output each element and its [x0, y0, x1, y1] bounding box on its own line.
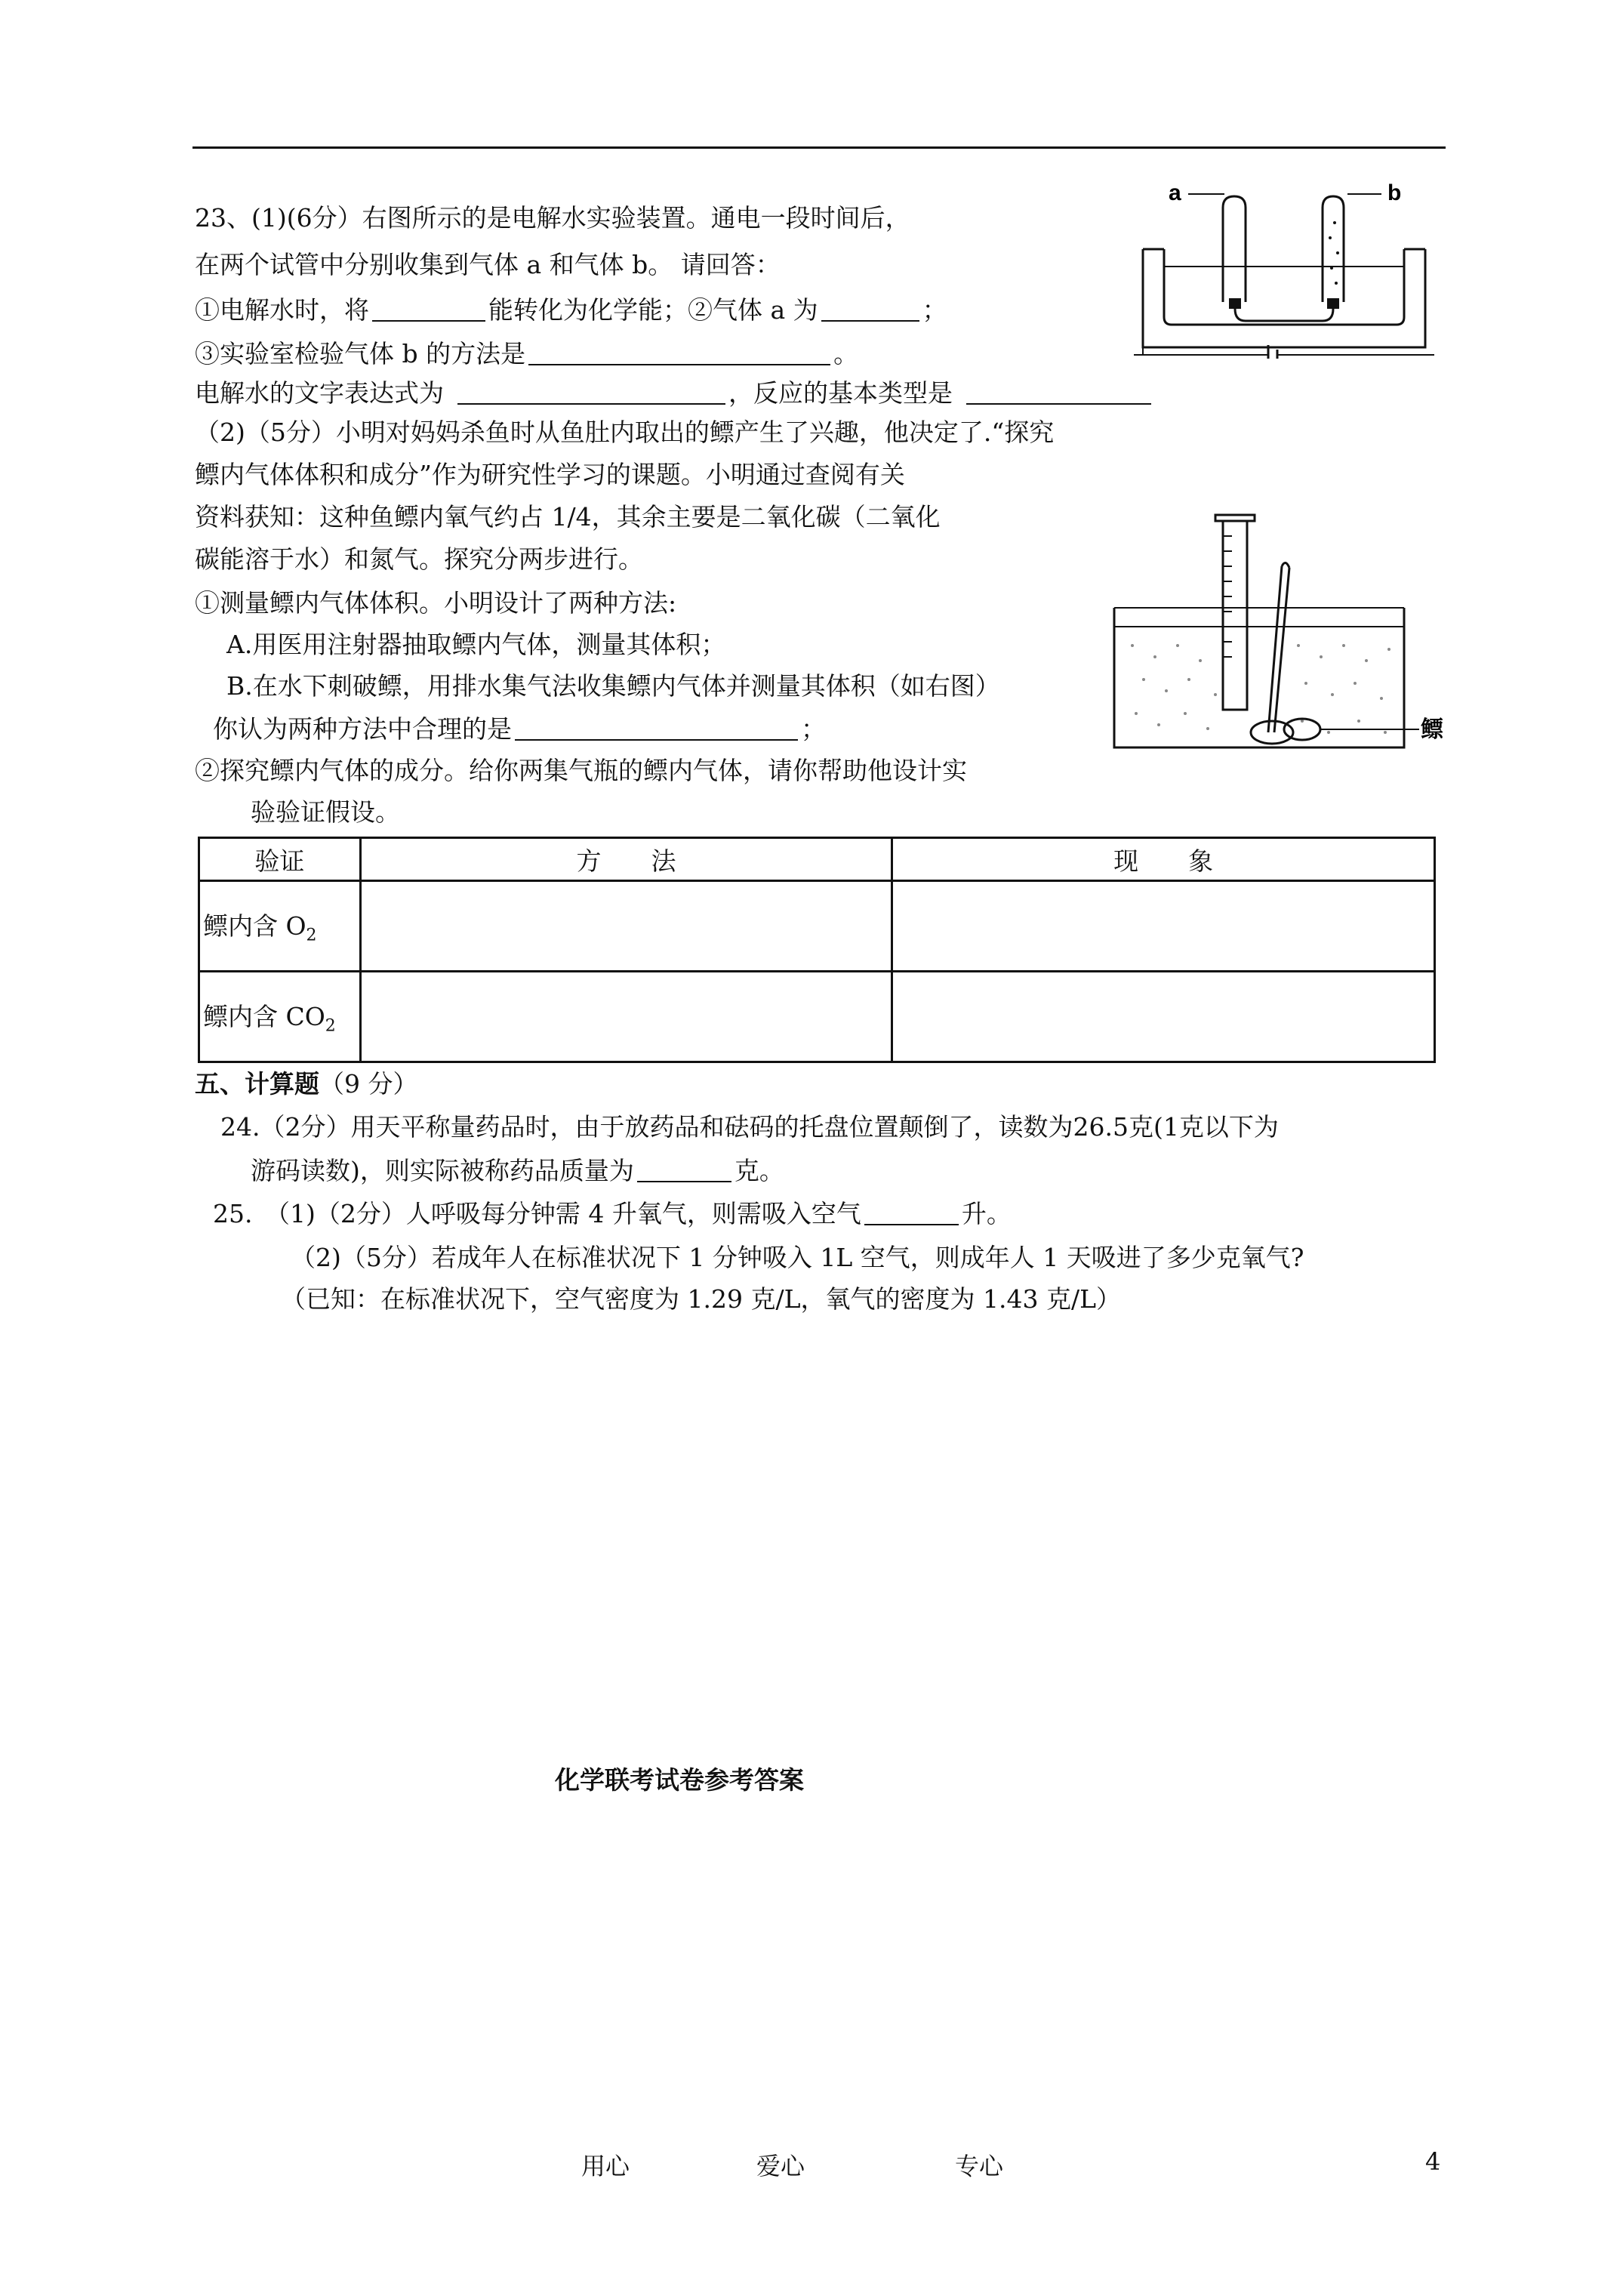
row-label-o2-text: 鳔内含 O: [203, 911, 306, 942]
header-verify: 验证: [199, 838, 361, 881]
table-row: [199, 881, 1435, 972]
table-row: [199, 972, 1435, 1062]
q23-line3: [195, 294, 947, 325]
q23-line10: ①测量鳔内气体体积。小明设计了两种方法:: [195, 588, 677, 618]
electrolysis-apparatus-figure: [1132, 177, 1442, 359]
row-label-co2: [199, 972, 361, 1062]
footer-text-2: 爱心: [756, 2152, 805, 2180]
q23-line13: [213, 713, 826, 744]
q23-line6: （2)（5分）小明对妈妈杀鱼时从鱼肚内取出的鳔产生了兴趣，他决定了.“探究: [195, 418, 1055, 447]
row-label-co2-text: 鳔内含 CO: [203, 1002, 325, 1032]
header-method: 方 法: [360, 838, 892, 881]
footer-text-3: 专心: [955, 2152, 1004, 2180]
q25-line1: [213, 1198, 1012, 1229]
q23-line13-text-b: ；: [801, 714, 826, 744]
water-collection-figure: [1110, 506, 1449, 759]
row-label-o2: [199, 881, 361, 972]
q23-line14: ②探究鳔内气体的成分。给你两集气瓶的鳔内气体，请你帮助他设计实: [195, 756, 967, 785]
label-b: b: [1387, 180, 1402, 205]
q23-line8: 资料获知：这种鱼鳔内氧气约占 1/4，其余主要是二氧化碳（二氧化: [195, 502, 941, 532]
q23-line5: [195, 378, 1154, 408]
cell-method-o2[interactable]: [360, 881, 892, 972]
blank-air-volume[interactable]: [864, 1198, 959, 1225]
q23-line12: B.在水下刺破鳔，用排水集气法收集鳔内气体并测量其体积（如右图）: [226, 671, 1000, 701]
row-label-o2-sub: 2: [306, 926, 317, 945]
cell-phenomenon-co2[interactable]: [892, 972, 1435, 1062]
q25-line2: （2)（5分）若成年人在标准状况下 1 分钟吸入 1L 空气，则成年人 1 天吸进了多少克氧气?: [291, 1243, 1304, 1272]
row-label-co2-sub: 2: [325, 1016, 336, 1036]
cell-method-co2[interactable]: [360, 972, 892, 1062]
answer-title: 化学联考试卷参考答案: [555, 1765, 804, 1795]
q23-line3-text-c: ；: [922, 295, 947, 325]
q24-line2-text-b: 克。: [734, 1156, 784, 1185]
q23-line13-text-a: 你认为两种方法中合理的是: [213, 714, 512, 744]
blank-energy[interactable]: [372, 294, 485, 322]
header-rule: [192, 146, 1446, 149]
q23-line15: 验验证假设。: [251, 797, 400, 827]
q23-line7: 鳔内气体体积和成分”作为研究性学习的课题。小明通过查阅有关: [195, 460, 905, 489]
q23-line3-text-a: ①电解水时，将: [195, 295, 369, 325]
table-header-row: [199, 838, 1435, 881]
q25-line1-text-b: 升。: [961, 1199, 1012, 1228]
q23-line11: A.用医用注射器抽取鳔内气体，测量其体积；: [226, 630, 726, 659]
label-swim-bladder: 鳔: [1421, 717, 1443, 743]
page-number: 4: [1425, 2147, 1441, 2176]
blank-method[interactable]: [515, 713, 798, 741]
blank-equation[interactable]: [457, 378, 725, 405]
q23-line5-text-b: ，反应的基本类型是: [728, 378, 953, 408]
q23-line1: 23、(1)(6分）右图所示的是电解水实验装置。通电一段时间后，: [195, 203, 910, 233]
q23-line5-text-a: 电解水的文字表达式为: [195, 378, 444, 408]
header-phenomenon: 现 象: [892, 838, 1435, 881]
q23-line4: [195, 338, 858, 369]
section5-points: （9 分）: [319, 1069, 418, 1099]
water-dots: [1131, 644, 1390, 734]
q24-line2-text-a: 游码读数)，则实际被称药品质量为: [251, 1156, 634, 1185]
blank-gas-a[interactable]: [821, 294, 919, 322]
q23-line9: 碳能溶于水）和氮气。探究分两步进行。: [195, 544, 643, 574]
blank-test-b[interactable]: [528, 338, 830, 365]
q24-line1: 24.（2分）用天平称量药品时，由于放药品和砝码的托盘位置颠倒了，读数为26.5克(1克以下为: [220, 1112, 1279, 1142]
q25-line1-text-a: 25. （1)（2分）人呼吸每分钟需 4 升氧气，则需吸入空气: [213, 1199, 861, 1228]
q23-line4-text-b: 。: [833, 339, 859, 368]
footer-text-1: 用心: [581, 2152, 630, 2180]
verification-table: [198, 837, 1436, 1063]
q23-line4-text-a: ③实验室检验气体 b 的方法是: [195, 339, 526, 368]
cell-phenomenon-o2[interactable]: [892, 881, 1435, 972]
q23-line3-text-b: 能转化为化学能；②气体 a 为: [488, 295, 818, 325]
section5-heading: [195, 1068, 418, 1099]
label-a: a: [1169, 180, 1181, 205]
blank-mass[interactable]: [637, 1155, 731, 1182]
q25-line3: （已知：在标准状况下，空气密度为 1.29 克/L，氧气的密度为 1.43 克/L）: [281, 1284, 1121, 1314]
q23-line2: 在两个试管中分别收集到气体 a 和气体 b。 请回答：: [195, 250, 781, 279]
section5-title: 五、计算题: [195, 1069, 319, 1099]
q24-line2: [251, 1155, 784, 1186]
blank-reaction-type[interactable]: [966, 378, 1151, 405]
